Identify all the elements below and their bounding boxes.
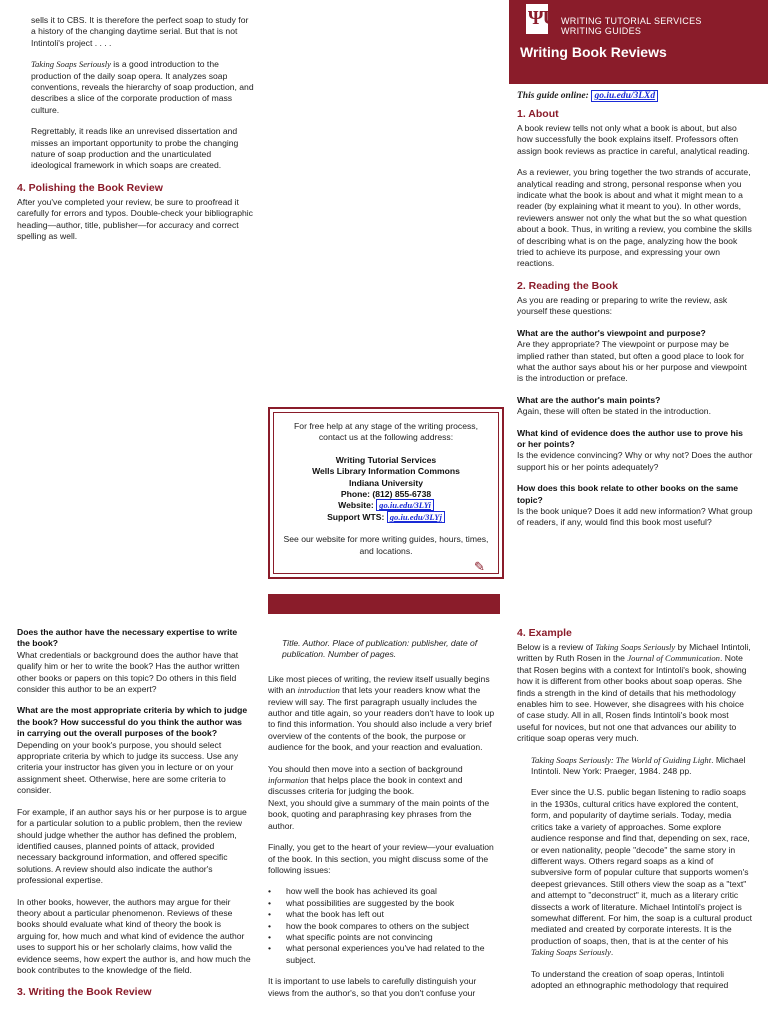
contact-place: Wells Library Information Commons [312, 466, 460, 477]
contact-intro: For free help at any stage of the writing process, contact us at the following address: [294, 421, 478, 443]
paragraph: As a reviewer, you bring together the two strands of accurate, analytical reading and strong, personal response when you indicate what the book is about and what it might mean to a reader (by explaining what it meant to you). In other words, reviewers answer not only the what but the so what question about a book. Thus, in writing a review, you combine the skills of describing what is on the page, analyzing how the book tried to achieve its purpose, and expressing your own reactions. [517, 167, 752, 269]
website-link[interactable]: go.iu.edu/3LYi [376, 499, 434, 511]
top-right-column [517, 108, 753, 539]
bottom-middle-column [268, 638, 500, 1009]
question: How does this book relate to other books on the same topic? [517, 483, 739, 505]
paragraph: sells it to CBS. It is therefore the perfect soap to study for a history of the changing daytime serial. But that is not Intintoli's project . . . . [31, 15, 249, 48]
list-item: • what possibilities are suggested by the book [268, 898, 500, 909]
list-item: • what specific points are not convincing [268, 932, 500, 943]
contact-phone: Phone: (812) 855-6738 [340, 489, 432, 500]
list-item: • how well the book has achieved its goal [268, 886, 500, 897]
question: Does the author have the necessary expertise to write the book? [17, 627, 238, 649]
paragraph: A book review tells not only what a book is about, but also how successfully the book explains itself. Professors often assign book reviews as practice in careful, analytical reading. [517, 123, 750, 156]
paragraph: To understand the creation of soap operas, Intintoli adopted an ethnographic methodology that required [531, 968, 729, 990]
contact-univ: Indiana University [348, 477, 424, 488]
section-heading-about: 1. About [517, 108, 559, 120]
paragraph: After you've completed your review, be sure to proofread it carefully for errors and typos. Double-check your bibliographic heading—author, title, publisher—for accuracy and correct spelling as well. [17, 196, 253, 242]
question: What kind of evidence does the author use to prove his or her points? [517, 427, 743, 449]
contact-outro: See our website for more writing guides, hours, times, and locations. [283, 534, 489, 556]
guide-online-link[interactable]: go.iu.edu/3LXd [591, 90, 658, 102]
contact-box [268, 407, 504, 579]
answer: Again, these will often be stated in the introduction. [517, 406, 711, 417]
section-heading-example: 4. Example [517, 627, 572, 639]
section-heading-writing: 3. Writing the Book Review [17, 986, 152, 999]
pencil-icon: ✎ [474, 559, 488, 573]
page-title: Writing Book Reviews [520, 44, 667, 60]
org-name: WRITING TUTORIAL SERVICES WRITING GUIDES [561, 16, 702, 36]
paragraph: In other books, however, the authors may argue for their theory about a particular phenomenon. Reviews of these books should evaluate what kind of theory the book is arguing for, how much and what kind of evidence the author uses to support his or her scholarly claims, how valid the evidence seems, how expert the author is, and how much the book contributes to the knowledge of the field. [17, 896, 251, 975]
list-item: • how the book compares to others on the subject [268, 921, 500, 932]
question: What are the most appropriate criteria by which to judge the book? How successful do you think the author was in carrying out the overall purposes of the book? [17, 705, 248, 739]
question: What are the author's viewpoint and purpose? [517, 327, 706, 338]
issues-list [268, 886, 500, 966]
guide-online-label: This guide online: [517, 91, 589, 101]
citation-format: Title. Author. Place of publication: publisher, date of publication. Number of pages. [282, 638, 478, 660]
bottom-right-column [517, 627, 753, 1001]
paragraph: It is important to use labels to carefully distinguish your views from the author's, so that you don't confuse your [268, 976, 477, 998]
answer: Is the book unique? Does it add new information? What group of readers, if any, would find this book most useful? [517, 505, 753, 528]
guide-online [517, 90, 658, 101]
answer: Is the evidence convincing? Why or why not? Does the author support his or her points adequately? [517, 450, 753, 472]
paragraph: As you are reading or preparing to write the review, ask yourself these questions: [517, 294, 728, 317]
section-heading-polishing: 4. Polishing the Book Review [17, 181, 163, 194]
paragraph: Next, you should give a summary of the main points of the book, quoting and paraphrasing key phrases from the author. [268, 797, 490, 831]
paragraph: Taking Soaps Seriously is a good introduction to the production of the daily soap opera. It analyzes soap conventions, reveals the hierarchy of soap production, and describes a slice of the corporate production of mass culture. [31, 59, 254, 115]
review-citation: Taking Soaps Seriously: The World of Guiding Light. Michael Intintoli. New York: Praeger, 1984. 248 pp. [531, 754, 746, 777]
top-left-column [17, 15, 254, 253]
answer: What credentials or background does the author have that qualify him or her to write the book? Has the author written other books or papers on this topic? Do others in this field consider this author to be an expert? [17, 649, 240, 695]
paragraph: Regrettably, it reads like an unrevised dissertation and misses an important opportunity to probe the changing nature of soap production and the unarticulated ideological framework in which soaps are created. [31, 126, 239, 171]
contact-name: Writing Tutorial Services [335, 454, 437, 465]
answer: Depending on your book's purpose, you should select appropriate criteria by which to judge its success. Use any criteria your instructor has given you in lecture or on your assignment sheet. Otherwise, here are some criteria to consider. [17, 739, 239, 796]
paragraph: Below is a review of Taking Soaps Seriously by Michael Intintoli, written by Ruth Rosen in the Journal of Communication. Note that Rosen begins with a context for Intintoli's book, showing how it is different from other books about soap operas. She finds a strength in the kind of details that his methodology enables him to see. However, she disagrees with his choice of case study. All in all, Rosen finds Intintoli's book most useful for novices, but not one that advances our ability to critique soap operas very much. [517, 642, 751, 744]
bottom-left-column [17, 627, 251, 1001]
question: What are the author's main points? [517, 394, 661, 405]
website-label: Website: [338, 500, 374, 511]
support-link[interactable]: go.iu.edu/3LYj [387, 511, 445, 523]
answer: Are they appropriate? The viewpoint or purpose may be implied rather than stated, but often a good place to look for what the author says about his or her purpose and viewpoint is the introduction or preface. [517, 339, 747, 384]
guide-header [509, 0, 768, 84]
divider-bar [268, 594, 500, 614]
list-item: • what personal experiences you've had related to the subject. [268, 943, 500, 966]
iu-logo-icon: ΨU [526, 4, 548, 34]
support-label: Support WTS: [327, 511, 385, 522]
paragraph: Like most pieces of writing, the review itself usually begins with an introduction that lets your readers know what the review will say. The first paragraph usually includes the author and title again, so your readers don't have to look up to find this information. You should also include a very brief overview of the contents of the book, the purpose or audience for the book, and your reaction and evaluation. [268, 673, 495, 753]
paragraph: For example, if an author says his or her purpose is to argue for a particular solution to a public problem, then the review should judge whether the author has defined the problem, identified causes, planned points of attack, provided necessary background information, and offered specific solutions. A review should also indicate the author's professional expertise. [17, 806, 247, 886]
paragraph: Finally, you get to the heart of your review—your evaluation of the book. In this section, you might discuss some of the following issues: [268, 842, 494, 875]
list-item: • what the book has left out [268, 909, 500, 920]
paragraph: Ever since the U.S. public began listening to radio soaps in the 1930s, cultural critics have explored the content, form, and popularity of daytime serials. Today, media critics take a variety of approaches. Some explore audience response and find that, depending on sex, race, or even nationality, people "decode" the same story in different ways. Others regard soaps as a kind of subversive form of popular culture that supports women's deepest grievances. Still others view the soap as a "text" and attempt to "deconstruct" it, much as a literary critic dissects a work of literature. Michael Intintoli's project is somewhat different. For him, the soap is a cultural product mediated and created by corporate interests. It is the production of soaps, then, that is at the center of his Taking Soaps Seriously. [531, 787, 752, 958]
section-heading-reading: 2. Reading the Book [517, 279, 618, 292]
paragraph: You should then move into a section of background information that helps place the book in context and discusses criteria for judging the book. [268, 763, 463, 797]
